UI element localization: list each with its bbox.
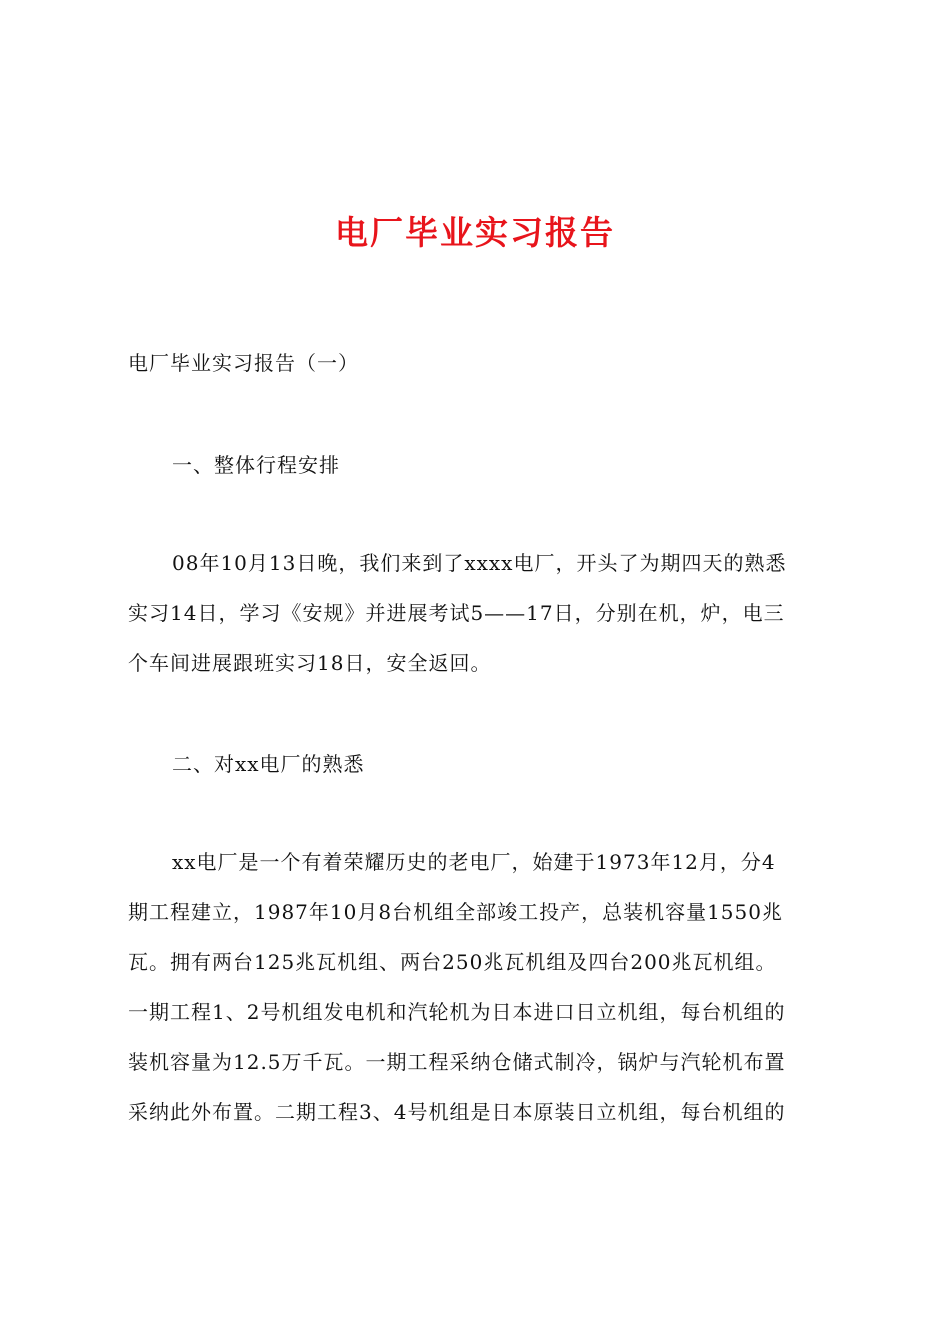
paragraph-line: 装机容量为12.5万千瓦。一期工程采纳仓储式制冷，锅炉与汽轮机布置: [128, 1050, 786, 1074]
paragraph-line: 个车间进展跟班实习18日，安全返回。: [128, 651, 492, 675]
document-title: 电厂毕业实习报告: [335, 213, 615, 252]
paragraph-line: 08年10月13日晚，我们来到了xxxx电厂，开头了为期四天的熟悉: [172, 551, 787, 575]
paragraph-itinerary: [128, 538, 830, 688]
section-heading-itinerary: 一、整体行程安排: [172, 453, 340, 477]
section-heading-plant-overview: 二、对xx电厂的熟悉: [172, 752, 365, 776]
paragraph-line: 实习14日，学习《安规》并进展考试5——17日，分别在机，炉，电三: [128, 601, 785, 625]
paragraph-plant-overview: [128, 837, 830, 1137]
paragraph-line: 一期工程1、2号机组发电机和汽轮机为日本进口日立机组，每台机组的: [128, 1000, 786, 1024]
paragraph-line: xx电厂是一个有着荣耀历史的老电厂，始建于1973年12月，分4: [172, 850, 776, 874]
paragraph-line: 采纳此外布置。二期工程3、4号机组是日本原装日立机组，每台机组的: [128, 1100, 786, 1124]
paragraph-line: 期工程建立，1987年10月8台机组全部竣工投产，总装机容量1550兆: [128, 900, 783, 924]
paragraph-line: 瓦。拥有两台125兆瓦机组、两台250兆瓦机组及四台200兆瓦机组。: [128, 950, 777, 974]
report-subtitle: 电厂毕业实习报告（一）: [128, 351, 359, 375]
